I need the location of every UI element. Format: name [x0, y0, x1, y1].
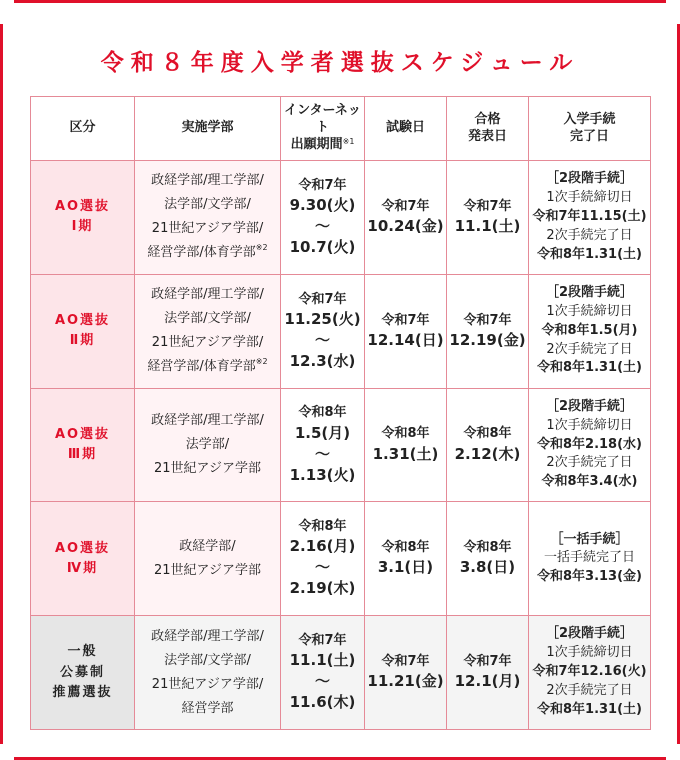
faculty-line1: 政経学部/: [179, 538, 236, 554]
exam-date: 3.1(日): [377, 558, 434, 577]
procedure-label2: 2次手続完了日: [546, 455, 633, 471]
table-row: [31, 502, 651, 616]
faculty-line1: 政経学部/理工学部/: [151, 628, 264, 644]
result-year: 令和8年: [463, 426, 512, 442]
header-result-line2: 発表日: [467, 128, 507, 144]
header-application-note: ※1: [342, 136, 355, 146]
schedule-table: [30, 96, 651, 730]
category-cell: [31, 616, 135, 730]
faculty-line2: 法学部/文学部/: [164, 652, 251, 668]
application-year: 令和7年: [298, 291, 347, 307]
application-start: 11.1(土): [289, 651, 356, 670]
result-date-cell: [447, 502, 529, 616]
header-faculty: 実施学部: [135, 97, 281, 161]
result-year: 令和7年: [463, 312, 512, 328]
procedure-cell: [529, 616, 651, 730]
header-result: [447, 97, 529, 161]
procedure-date1: 令和7年11.15(土): [532, 208, 647, 224]
faculty-line3: 21世紀アジア学部/: [151, 676, 264, 692]
table-row: [31, 161, 651, 275]
category-line1: AO選抜: [54, 313, 111, 329]
result-year: 令和8年: [463, 540, 512, 556]
faculty-note: ※2: [255, 243, 268, 253]
category-line1: AO選抜: [54, 540, 111, 556]
header-category: 区分: [31, 97, 135, 161]
procedure-cell: [529, 502, 651, 616]
category-cell: [31, 502, 135, 616]
application-year: 令和7年: [298, 633, 347, 648]
exam-year: 令和8年: [381, 426, 430, 442]
table-header-row: [31, 97, 651, 161]
page-title: 令和８年度入学者選抜スケジュール: [100, 50, 580, 76]
procedure-label2: 2次手続完了日: [546, 341, 633, 357]
table-row: [31, 274, 651, 388]
table-row: [31, 616, 651, 730]
exam-date-cell: [365, 616, 447, 730]
application-start: 11.25(火): [284, 309, 361, 328]
result-date-cell: [447, 161, 529, 275]
procedure-date1: 令和8年2.18(水): [536, 436, 642, 452]
exam-year: 令和7年: [381, 198, 430, 214]
header-application-line1: インターネット: [284, 103, 361, 136]
faculty-note: ※2: [255, 357, 268, 367]
application-end: ～12.3(水): [289, 330, 356, 370]
application-period-cell: [281, 388, 365, 502]
result-date-cell: [447, 274, 529, 388]
result-date: 2.12(木): [454, 444, 521, 463]
application-end: ～10.7(火): [289, 216, 356, 256]
procedure-label1: 1次手続締切日: [546, 190, 633, 206]
header-result-line1: 合格: [474, 111, 501, 127]
procedure-cell: [529, 274, 651, 388]
faculty-cell: [135, 388, 281, 502]
result-date-cell: [447, 388, 529, 502]
header-application-line2: 出願期間: [290, 136, 343, 152]
category-cell: [31, 388, 135, 502]
faculty-line4: 経営学部: [181, 700, 234, 716]
faculty-line4: 経営学部/体育学部: [147, 245, 256, 261]
category-line2: Ⅲ期: [67, 446, 98, 462]
category-line1: 一般: [67, 644, 98, 660]
application-end: ～11.6(木): [289, 672, 356, 712]
procedure-type: ［2段階手続］: [545, 398, 634, 414]
header-procedure-line1: 入学手続: [563, 111, 616, 127]
faculty-line3: 21世紀アジア学部/: [151, 221, 264, 237]
procedure-date1: 令和7年12.16(火): [532, 664, 647, 680]
category-line2: Ⅳ期: [66, 560, 99, 576]
left-border: [0, 24, 3, 744]
category-line2: Ⅱ期: [69, 333, 96, 349]
application-year: 令和8年: [298, 519, 347, 535]
exam-date-cell: [365, 502, 447, 616]
application-start: 2.16(月): [289, 537, 356, 556]
faculty-line1: 政経学部/理工学部/: [151, 412, 264, 428]
header-application: [281, 97, 365, 161]
category-line1: AO選抜: [54, 426, 111, 442]
faculty-cell: [135, 502, 281, 616]
exam-date: 10.24(金): [367, 216, 444, 235]
category-line3: 推薦選抜: [52, 684, 113, 700]
exam-year: 令和8年: [381, 540, 430, 556]
application-period-cell: [281, 502, 365, 616]
application-start: 9.30(火): [289, 195, 356, 214]
procedure-label1: 1次手続締切日: [546, 417, 633, 433]
procedure-type: ［一括手続］: [550, 531, 629, 547]
faculty-line2: 21世紀アジア学部: [153, 562, 262, 578]
header-exam: 試験日: [365, 97, 447, 161]
faculty-line3: 21世紀アジア学部/: [151, 335, 264, 351]
exam-date: 1.31(土): [372, 444, 439, 463]
result-date: 11.1(土): [454, 216, 521, 235]
result-date: 12.1(月): [454, 672, 521, 691]
category-line2: Ⅰ期: [71, 219, 94, 235]
faculty-line2: 法学部/: [185, 436, 230, 452]
application-end: ～1.13(火): [289, 444, 356, 484]
result-date-cell: [447, 616, 529, 730]
application-period-cell: [281, 161, 365, 275]
exam-year: 令和7年: [381, 654, 430, 669]
procedure-type: ［2段階手続］: [545, 171, 634, 187]
application-end: ～2.19(木): [289, 558, 356, 598]
procedure-label1: 一括手続完了日: [543, 550, 635, 566]
application-period-cell: [281, 274, 365, 388]
faculty-line1: 政経学部/理工学部/: [151, 173, 264, 189]
procedure-label2: 2次手続完了日: [546, 227, 633, 243]
procedure-date1: 令和8年1.5(月): [541, 322, 638, 338]
result-date: 12.19(金): [449, 330, 526, 349]
faculty-line4: 経営学部/体育学部: [147, 359, 256, 375]
exam-date-cell: [365, 274, 447, 388]
application-year: 令和7年: [298, 177, 347, 193]
application-period-cell: [281, 616, 365, 730]
category-cell: [31, 161, 135, 275]
procedure-type: ［2段階手続］: [545, 285, 634, 301]
faculty-line2: 法学部/文学部/: [164, 197, 251, 213]
procedure-date2: 令和8年1.31(土): [536, 701, 642, 717]
faculty-line1: 政経学部/理工学部/: [151, 287, 264, 303]
exam-year: 令和7年: [381, 312, 430, 328]
category-line2: 公募制: [59, 664, 105, 680]
procedure-cell: [529, 388, 651, 502]
table-row: [31, 388, 651, 502]
procedure-cell: [529, 161, 651, 275]
exam-date-cell: [365, 161, 447, 275]
result-year: 令和7年: [463, 654, 512, 669]
procedure-label2: 2次手続完了日: [546, 683, 633, 699]
category-line1: AO選抜: [54, 199, 111, 215]
result-year: 令和7年: [463, 198, 512, 214]
top-rule: [14, 0, 666, 3]
application-start: 1.5(月): [294, 423, 351, 442]
procedure-label1: 1次手続締切日: [546, 303, 633, 319]
faculty-line2: 法学部/文学部/: [164, 311, 251, 327]
header-procedure: [529, 97, 651, 161]
faculty-cell: [135, 616, 281, 730]
application-year: 令和8年: [298, 405, 347, 421]
category-cell: [31, 274, 135, 388]
exam-date: 11.21(金): [367, 672, 444, 691]
procedure-date2: 令和8年3.4(水): [541, 474, 638, 490]
faculty-cell: [135, 274, 281, 388]
exam-date: 12.14(日): [367, 330, 444, 349]
header-procedure-line2: 完了日: [569, 128, 609, 144]
faculty-cell: [135, 161, 281, 275]
procedure-label1: 1次手続締切日: [546, 645, 633, 661]
result-date: 3.8(日): [459, 558, 516, 577]
procedure-date2: 令和8年1.31(土): [536, 360, 642, 376]
procedure-date2: 令和8年1.31(土): [536, 246, 642, 262]
faculty-line3: 21世紀アジア学部: [153, 461, 262, 477]
procedure-date1: 令和8年3.13(金): [536, 569, 642, 585]
procedure-type: ［2段階手続］: [545, 626, 634, 642]
exam-date-cell: [365, 388, 447, 502]
